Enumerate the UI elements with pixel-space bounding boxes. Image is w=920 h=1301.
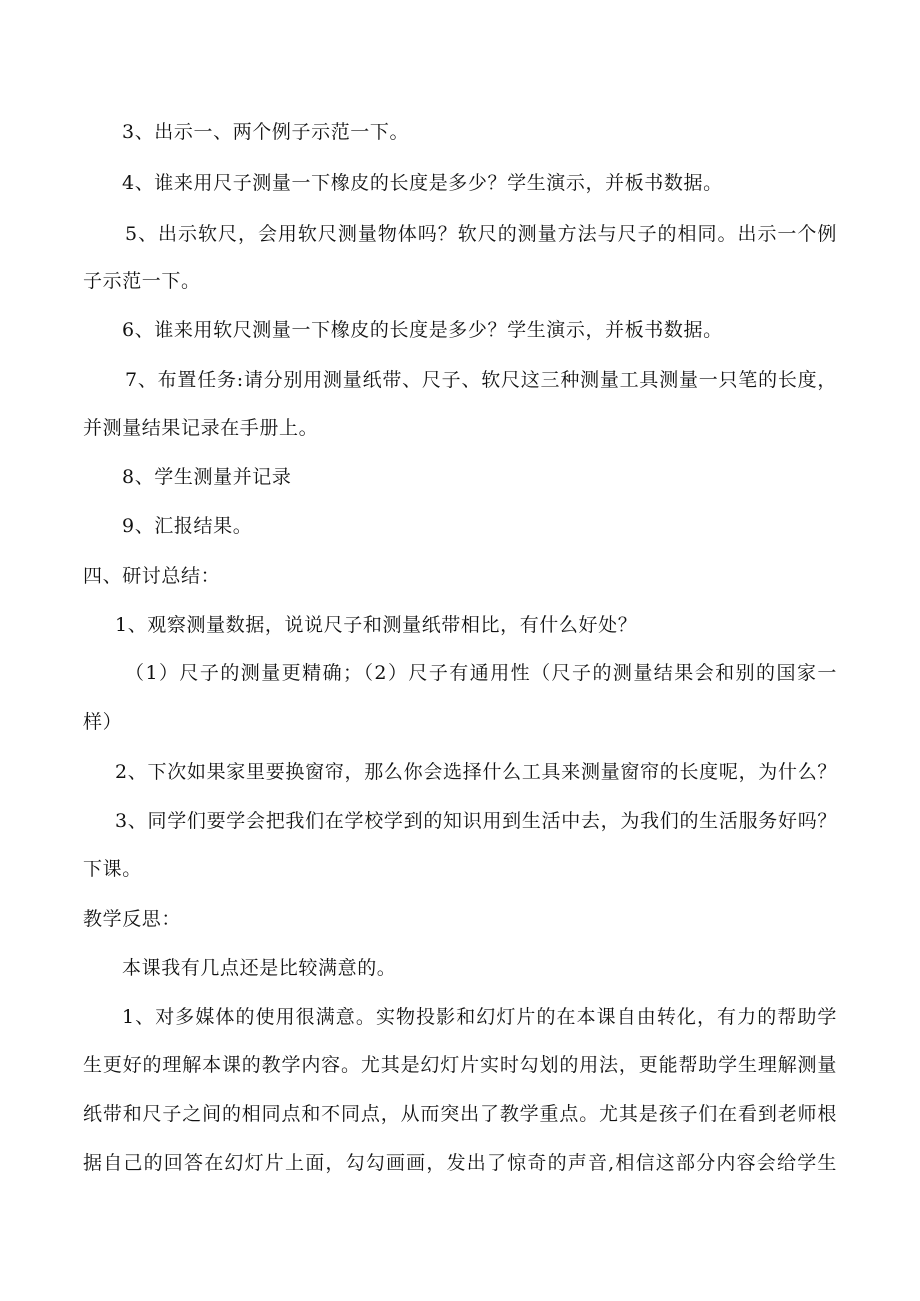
- text-line: （1）尺子的测量更精确；（2）尺子有通用性（尺子的测量结果会和别的国家一: [125, 662, 837, 684]
- section-heading: 教学反思：: [83, 908, 182, 930]
- text-line: 并测量结果记录在手册上。: [83, 417, 319, 439]
- text-line: 下课。: [83, 858, 142, 880]
- text-line: 样）: [83, 711, 123, 733]
- text-line: 据自己的回答在幻灯片上面，勾勾画画，发出了惊奇的声音,相信这部分内容会给学生: [83, 1152, 837, 1174]
- text-line: 2、下次如果家里要换窗帘，那么你会选择什么工具来测量窗帘的长度呢，为什么？: [115, 761, 837, 783]
- text-line: 8、学生测量并记录: [122, 466, 292, 488]
- text-line: 1、对多媒体的使用很满意。实物投影和幻灯片的在本课自由转化，有力的帮助学: [122, 1006, 837, 1028]
- text-line: 3、出示一、两个例子示范一下。: [122, 121, 410, 143]
- text-line: 6、谁来用软尺测量一下橡皮的长度是多少？学生演示，并板书数据。: [122, 319, 723, 341]
- text-line: 9、汇报结果。: [122, 515, 253, 537]
- text-line: 7、布置任务:请分别用测量纸带、尺子、软尺这三种测量工具测量一只笔的长度，: [125, 369, 837, 391]
- text-line: 纸带和尺子之间的相同点和不同点，从而突出了教学重点。尤其是孩子们在看到老师根: [83, 1103, 837, 1125]
- text-line: 1、观察测量数据，说说尺子和测量纸带相比，有什么好处？: [115, 614, 638, 636]
- text-line: 4、谁来用尺子测量一下橡皮的长度是多少？学生演示，并板书数据。: [122, 172, 723, 194]
- section-heading: 四、研讨总结：: [83, 565, 221, 587]
- text-line: 3、同学们要学会把我们在学校学到的知识用到生活中去，为我们的生活服务好吗？: [115, 810, 837, 832]
- text-line: 5、出示软尺，会用软尺测量物体吗？软尺的测量方法与尺子的相同。出示一个例: [125, 223, 837, 245]
- text-line: 生更好的理解本课的教学内容。尤其是幻灯片实时勾划的用法，更能帮助学生理解测量: [83, 1054, 837, 1076]
- text-line: 子示范一下。: [83, 270, 201, 292]
- text-line: 本课我有几点还是比较满意的。: [122, 957, 397, 979]
